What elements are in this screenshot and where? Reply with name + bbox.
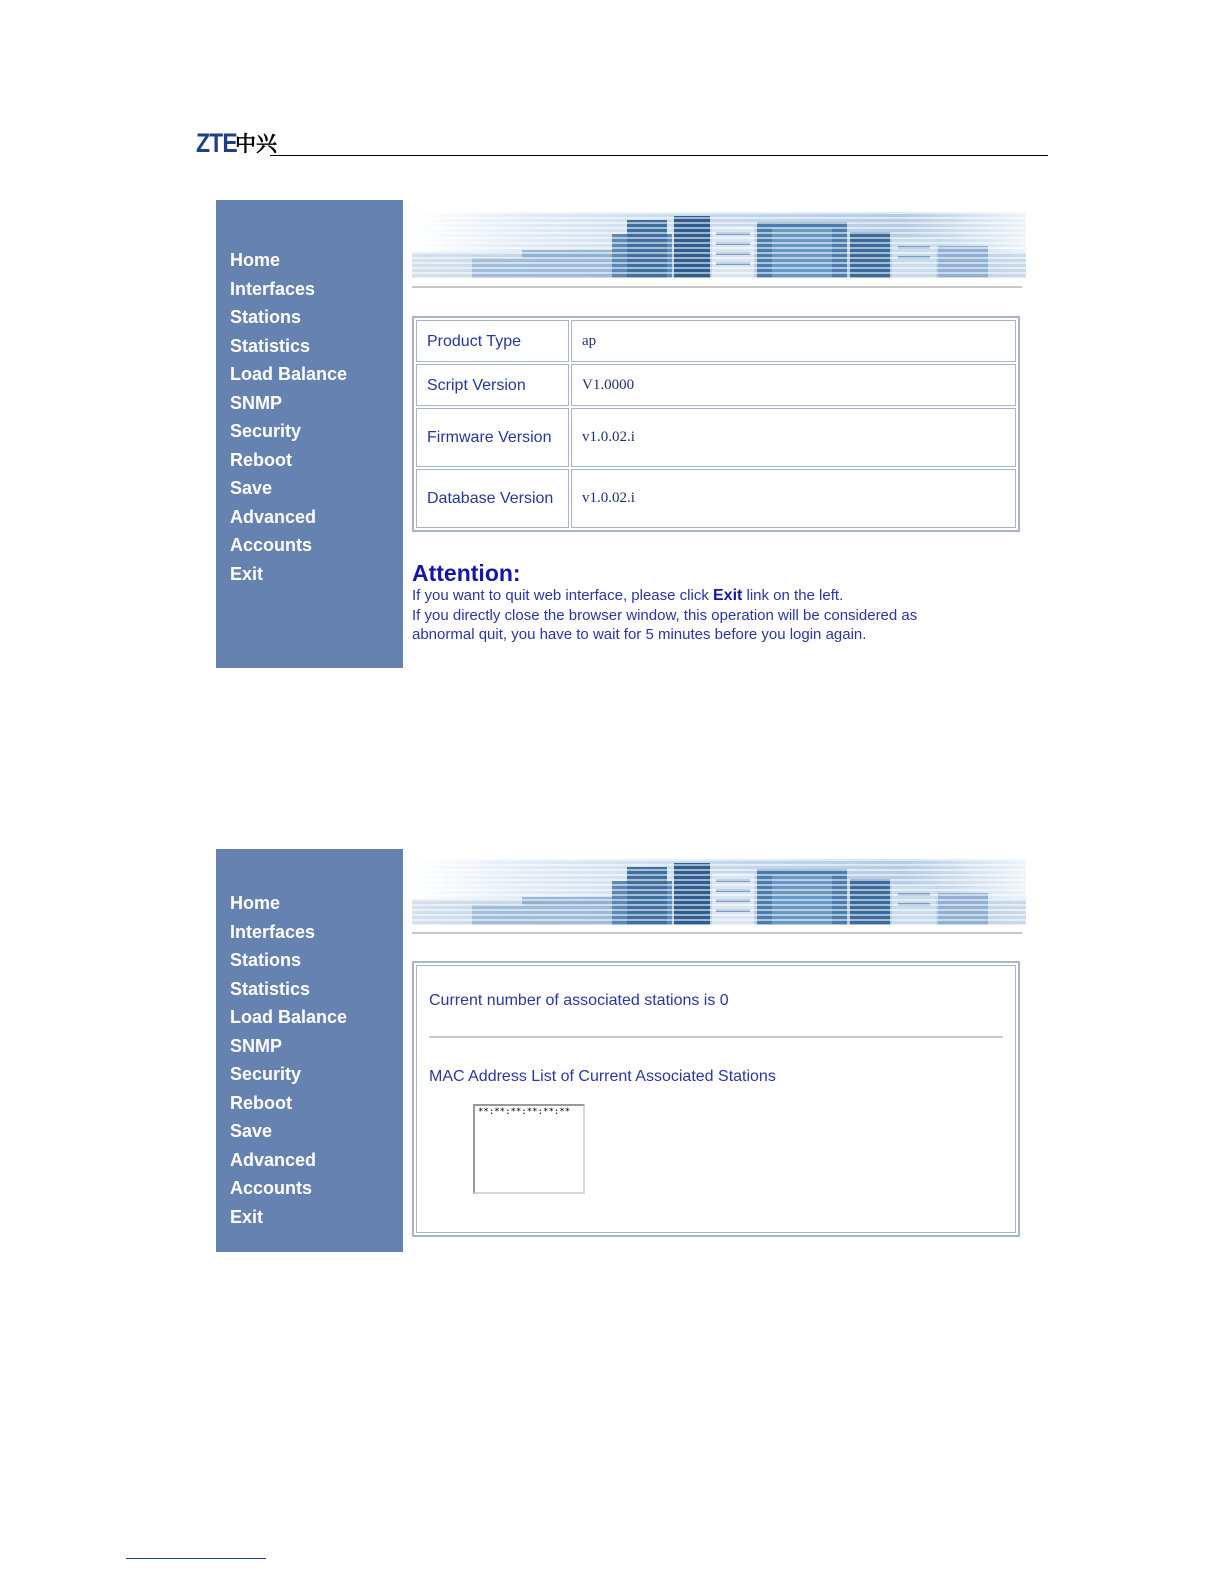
sidebar-item-exit[interactable]: Exit	[230, 1206, 264, 1227]
product-type-label: Product Type	[416, 320, 569, 362]
sidebar-item-security[interactable]: Security	[230, 421, 302, 441]
mac-list-title: MAC Address List of Current Associated Stations	[429, 1068, 776, 1085]
attention-text: link on the left.	[742, 587, 844, 604]
footnote-divider	[126, 1558, 266, 1559]
attention-line-3: abnormal quit, you have to wait for 5 minutes before you login again.	[412, 626, 867, 643]
sidebar-menu	[230, 889, 347, 1231]
sidebar-item-reboot[interactable]: Reboot	[230, 449, 292, 470]
script-version-label: Script Version	[416, 364, 569, 406]
sidebar-item-interfaces[interactable]: Interfaces	[230, 278, 316, 299]
building-banner-image	[412, 859, 1026, 925]
banner-divider	[412, 932, 1022, 934]
stations-page-screenshot	[216, 849, 1028, 1252]
banner-divider	[412, 286, 1022, 288]
exit-keyword: Exit	[713, 587, 743, 604]
sidebar	[216, 849, 403, 1252]
sidebar-item-exit[interactable]: Exit	[230, 563, 264, 584]
sidebar-item-snmp[interactable]: SNMP	[230, 1035, 283, 1056]
firmware-version-label: Firmware Version	[416, 408, 569, 467]
database-version-label: Database Version	[416, 469, 569, 528]
header-divider	[270, 155, 1048, 156]
table-row	[416, 364, 1016, 406]
attention-title: Attention:	[412, 560, 521, 586]
logo-chinese: 中兴	[235, 132, 277, 156]
sidebar	[216, 200, 403, 668]
list-item[interactable]: **:**:**:**:**:**	[478, 1107, 571, 1117]
sidebar-item-home[interactable]: Home	[230, 893, 281, 913]
attention-text: If you want to quit web interface, please click	[412, 587, 713, 604]
sidebar-item-accounts[interactable]: Accounts	[230, 1178, 313, 1198]
sidebar-item-security[interactable]: Security	[230, 1064, 302, 1084]
sidebar-item-load-balance[interactable]: Load Balance	[230, 1007, 348, 1027]
database-version-value: v1.0.02.i	[571, 469, 1016, 528]
attention-notice	[412, 560, 1012, 645]
product-type-value: ap	[571, 320, 1016, 362]
sidebar-item-stations[interactable]: Stations	[230, 307, 302, 327]
mac-address-listbox[interactable]	[473, 1104, 585, 1194]
sidebar-item-save[interactable]: Save	[230, 478, 273, 498]
panel-divider	[429, 1036, 1003, 1038]
sidebar-item-stations[interactable]: Stations	[230, 950, 302, 970]
logo-latin: ZTE	[196, 128, 237, 158]
sidebar-item-home[interactable]: Home	[230, 250, 281, 270]
script-version-value: V1.0000	[571, 364, 1016, 406]
sidebar-menu	[230, 246, 347, 588]
sidebar-item-advanced[interactable]: Advanced	[230, 1149, 317, 1170]
station-count-text: Current number of associated stations is 0	[429, 992, 729, 1009]
sidebar-item-interfaces[interactable]: Interfaces	[230, 921, 316, 942]
attention-line-1	[412, 586, 1012, 606]
building-banner-image	[412, 212, 1026, 278]
sidebar-item-advanced[interactable]: Advanced	[230, 506, 317, 527]
device-info-table	[412, 316, 1020, 532]
sidebar-item-accounts[interactable]: Accounts	[230, 535, 313, 555]
table-row	[416, 469, 1016, 528]
sidebar-item-load-balance[interactable]: Load Balance	[230, 364, 348, 384]
main-content	[412, 200, 1028, 668]
sidebar-item-reboot[interactable]: Reboot	[230, 1092, 292, 1113]
sidebar-item-save[interactable]: Save	[230, 1121, 273, 1141]
stations-panel	[412, 961, 1020, 1237]
attention-line-2: If you directly close the browser window, this operation will be considered as	[412, 606, 918, 624]
home-page-screenshot	[216, 200, 1028, 668]
table-row	[416, 408, 1016, 467]
document-header	[196, 130, 1048, 160]
sidebar-item-snmp[interactable]: SNMP	[230, 392, 283, 413]
firmware-version-value: v1.0.02.i	[571, 408, 1016, 467]
sidebar-item-statistics[interactable]: Statistics	[230, 978, 311, 999]
table-row	[416, 320, 1016, 362]
zte-logo	[196, 130, 277, 156]
sidebar-item-statistics[interactable]: Statistics	[230, 335, 311, 356]
main-content	[412, 849, 1028, 1252]
